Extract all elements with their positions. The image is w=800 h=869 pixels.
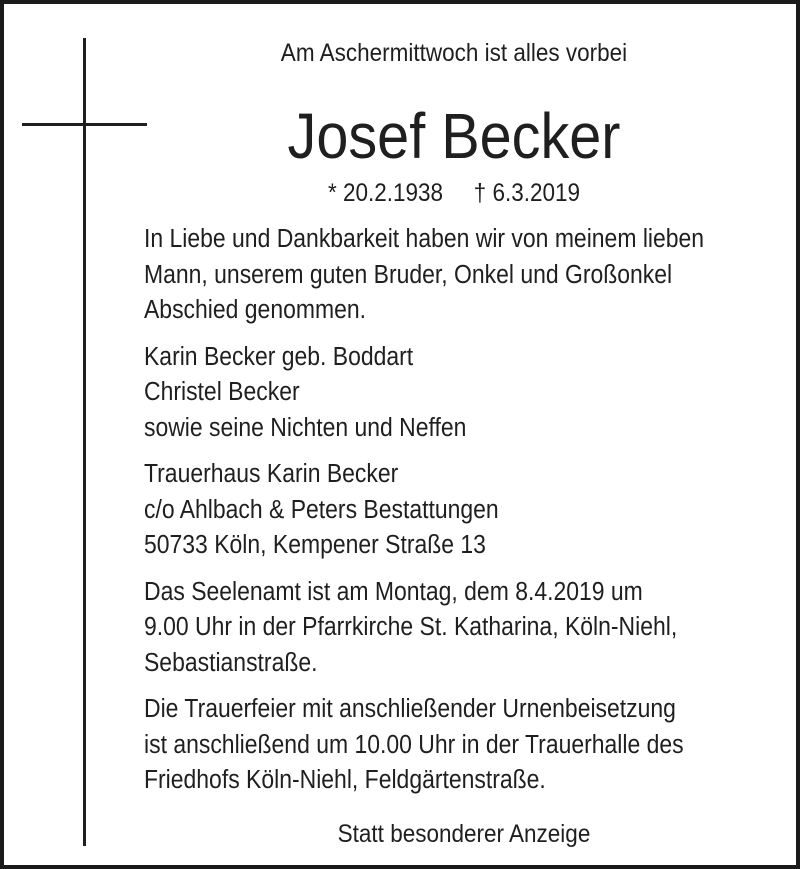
text-line: Friedhofs Köln-Niehl, Feldgärtenstraße. (144, 766, 546, 794)
text-line: Karin Becker geb. Boddart (144, 342, 414, 371)
mourners-paragraph (144, 340, 764, 447)
requiem-paragraph (144, 575, 764, 682)
text-line: Mann, unserem guten Bruder, Onkel und Großonkel (144, 260, 673, 289)
death-date: † 6.3.2019 (473, 179, 581, 207)
text-line: sowie seine Nichten und Neffen (144, 413, 467, 442)
birth-date: * 20.2.1938 (327, 179, 444, 207)
text-line: 9.00 Uhr in der Pfarrkirche St. Katharina, Köln-Niehl, (144, 613, 678, 641)
cross-icon-vertical-bar (83, 38, 86, 846)
cross-icon-horizontal-bar (22, 123, 147, 126)
footer-note: Statt besonderer Anzeige (337, 820, 591, 848)
text-line: Christel Becker (144, 378, 300, 406)
text-line: Das Seelenamt ist am Montag, dem 8.4.2019 um (144, 577, 643, 606)
text-line: Die Trauerfeier mit anschließender Urnenbeisetzung (144, 695, 676, 723)
text-line: Sebastianstraße. (144, 648, 318, 677)
life-dates (175, 176, 733, 210)
motto: Am Aschermittwoch ist alles vorbei (280, 39, 628, 67)
text-line: Abschied genommen. (144, 296, 366, 324)
deceased-name: Josef Becker (287, 100, 621, 172)
address-paragraph (144, 457, 764, 564)
text-line: In Liebe und Dankbarkeit haben wir von meinem lieben (144, 225, 705, 253)
text-line: 50733 Köln, Kempener Straße 13 (144, 531, 486, 559)
announcement-paragraph (144, 222, 764, 329)
text-line: c/o Ahlbach & Peters Bestattungen (144, 495, 499, 524)
text-line: ist anschließend um 10.00 Uhr in der Trauerhalle des (144, 730, 684, 759)
notice-body (144, 222, 764, 810)
text-line: Trauerhaus Karin Becker (144, 460, 399, 488)
funeral-paragraph (144, 692, 764, 799)
